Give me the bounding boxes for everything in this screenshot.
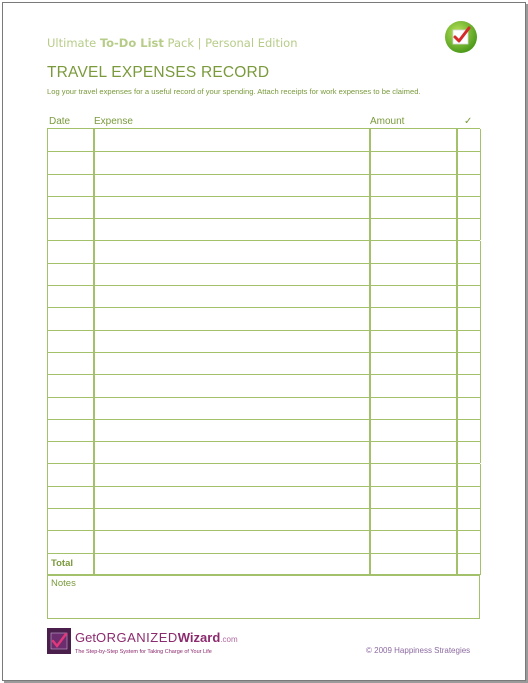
table-row xyxy=(47,508,480,531)
amount-cell[interactable] xyxy=(369,129,458,151)
table-row xyxy=(47,352,480,375)
check-cell[interactable] xyxy=(456,530,481,552)
expense-cell[interactable] xyxy=(93,285,371,307)
notes-box[interactable] xyxy=(47,574,480,619)
table-row xyxy=(47,441,480,464)
expense-cell[interactable] xyxy=(93,174,371,196)
brand-com: .com xyxy=(220,635,238,644)
expense-cell[interactable] xyxy=(93,218,371,240)
column-header-expense: Expense xyxy=(94,116,133,127)
check-cell[interactable] xyxy=(456,486,481,508)
expense-cell[interactable] xyxy=(93,352,371,374)
amount-cell[interactable] xyxy=(369,285,458,307)
check-cell[interactable] xyxy=(456,553,481,575)
brand-get: Get xyxy=(75,630,96,645)
check-cell[interactable] xyxy=(456,129,481,151)
expense-cell[interactable] xyxy=(93,508,371,530)
table-row xyxy=(47,397,480,420)
table-row xyxy=(47,174,480,197)
amount-cell[interactable] xyxy=(369,508,458,530)
table-row xyxy=(47,330,480,353)
check-cell[interactable] xyxy=(456,397,481,419)
brand-name xyxy=(75,630,238,645)
expense-cell[interactable] xyxy=(93,263,371,285)
table-row xyxy=(47,218,480,241)
amount-cell[interactable] xyxy=(369,530,458,552)
amount-cell[interactable] xyxy=(369,374,458,396)
amount-cell[interactable] xyxy=(369,486,458,508)
check-cell[interactable] xyxy=(456,352,481,374)
date-cell[interactable] xyxy=(47,241,95,263)
brand-logo xyxy=(47,628,287,660)
page-subtitle: Log your travel expenses for a useful record of your spending. Attach receipts for work expenses to be claimed. xyxy=(47,87,421,96)
expense-cell[interactable] xyxy=(93,464,371,486)
brand-mark-icon xyxy=(47,628,71,654)
check-cell[interactable] xyxy=(456,508,481,530)
check-cell[interactable] xyxy=(456,218,481,240)
expense-cell[interactable] xyxy=(93,486,371,508)
total-label: Total xyxy=(51,557,73,569)
amount-cell[interactable] xyxy=(369,553,458,575)
date-cell[interactable] xyxy=(47,374,95,396)
amount-cell[interactable] xyxy=(369,307,458,329)
check-cell[interactable] xyxy=(456,263,481,285)
page-title: TRAVEL EXPENSES RECORD xyxy=(47,64,270,81)
amount-cell[interactable] xyxy=(369,241,458,263)
check-cell[interactable] xyxy=(456,196,481,218)
expense-cell[interactable] xyxy=(93,530,371,552)
check-cell[interactable] xyxy=(456,151,481,173)
date-cell[interactable] xyxy=(47,508,95,530)
amount-cell[interactable] xyxy=(369,352,458,374)
table-row xyxy=(47,419,480,442)
expense-cell[interactable] xyxy=(93,553,371,575)
header-highlight: To-Do List xyxy=(99,36,164,50)
expense-cell[interactable] xyxy=(93,397,371,419)
amount-cell[interactable] xyxy=(369,441,458,463)
table-row xyxy=(47,307,480,330)
amount-cell[interactable] xyxy=(369,174,458,196)
check-cell[interactable] xyxy=(456,330,481,352)
table-row xyxy=(47,464,480,487)
expense-cell[interactable] xyxy=(93,241,371,263)
check-cell[interactable] xyxy=(456,285,481,307)
date-cell[interactable] xyxy=(47,397,95,419)
checkmark-logo-icon xyxy=(444,20,478,54)
date-cell[interactable] xyxy=(47,174,95,196)
date-cell[interactable] xyxy=(47,419,95,441)
table-row xyxy=(47,374,480,397)
amount-cell[interactable] xyxy=(369,464,458,486)
check-cell[interactable] xyxy=(456,374,481,396)
expense-cell[interactable] xyxy=(93,151,371,173)
amount-cell[interactable] xyxy=(369,397,458,419)
table-row xyxy=(47,129,480,152)
amount-cell[interactable] xyxy=(369,196,458,218)
check-cell[interactable] xyxy=(456,464,481,486)
date-cell[interactable] xyxy=(47,464,95,486)
edition-header xyxy=(47,36,298,50)
date-cell[interactable] xyxy=(47,196,95,218)
date-cell[interactable] xyxy=(47,553,95,575)
date-cell[interactable] xyxy=(47,441,95,463)
amount-cell[interactable] xyxy=(369,330,458,352)
amount-cell[interactable] xyxy=(369,419,458,441)
expense-cell[interactable] xyxy=(93,307,371,329)
table-row xyxy=(47,530,480,553)
check-cell[interactable] xyxy=(456,307,481,329)
table-row xyxy=(47,263,480,286)
expense-cell[interactable] xyxy=(93,129,371,151)
date-cell[interactable] xyxy=(47,285,95,307)
header-prefix: Ultimate xyxy=(47,36,100,50)
date-cell[interactable] xyxy=(47,151,95,173)
table-row xyxy=(47,196,480,219)
brand-tagline: The Step-by-Step System for Taking Charge of Your Life xyxy=(75,649,212,655)
table-row xyxy=(47,486,480,509)
total-row xyxy=(47,553,480,576)
check-cell[interactable] xyxy=(456,441,481,463)
notes-label: Notes xyxy=(51,578,76,589)
date-cell[interactable] xyxy=(47,218,95,240)
copyright-text: © 2009 Happiness Strategies xyxy=(366,646,471,655)
check-cell[interactable] xyxy=(456,419,481,441)
date-cell[interactable] xyxy=(47,307,95,329)
table-row xyxy=(47,241,480,264)
date-cell[interactable] xyxy=(47,486,95,508)
amount-cell[interactable] xyxy=(369,263,458,285)
expense-cell[interactable] xyxy=(93,196,371,218)
check-cell[interactable] xyxy=(456,174,481,196)
column-header-date: Date xyxy=(49,116,71,127)
amount-cell[interactable] xyxy=(369,218,458,240)
expense-cell[interactable] xyxy=(93,419,371,441)
date-cell[interactable] xyxy=(47,129,95,151)
brand-organized: ORGANIZED xyxy=(95,630,178,645)
expense-table xyxy=(47,128,480,575)
expense-cell[interactable] xyxy=(93,330,371,352)
brand-wizard: Wizard xyxy=(177,630,221,645)
date-cell[interactable] xyxy=(47,352,95,374)
header-suffix: Pack | Personal Edition xyxy=(163,36,298,50)
column-header-check: ✓ xyxy=(464,116,473,127)
date-cell[interactable] xyxy=(47,530,95,552)
date-cell[interactable] xyxy=(47,330,95,352)
table-row xyxy=(47,285,480,308)
amount-cell[interactable] xyxy=(369,151,458,173)
check-cell[interactable] xyxy=(456,241,481,263)
column-header-amount: Amount xyxy=(370,116,405,127)
expense-cell[interactable] xyxy=(93,374,371,396)
date-cell[interactable] xyxy=(47,263,95,285)
expense-cell[interactable] xyxy=(93,441,371,463)
table-row xyxy=(47,151,480,174)
